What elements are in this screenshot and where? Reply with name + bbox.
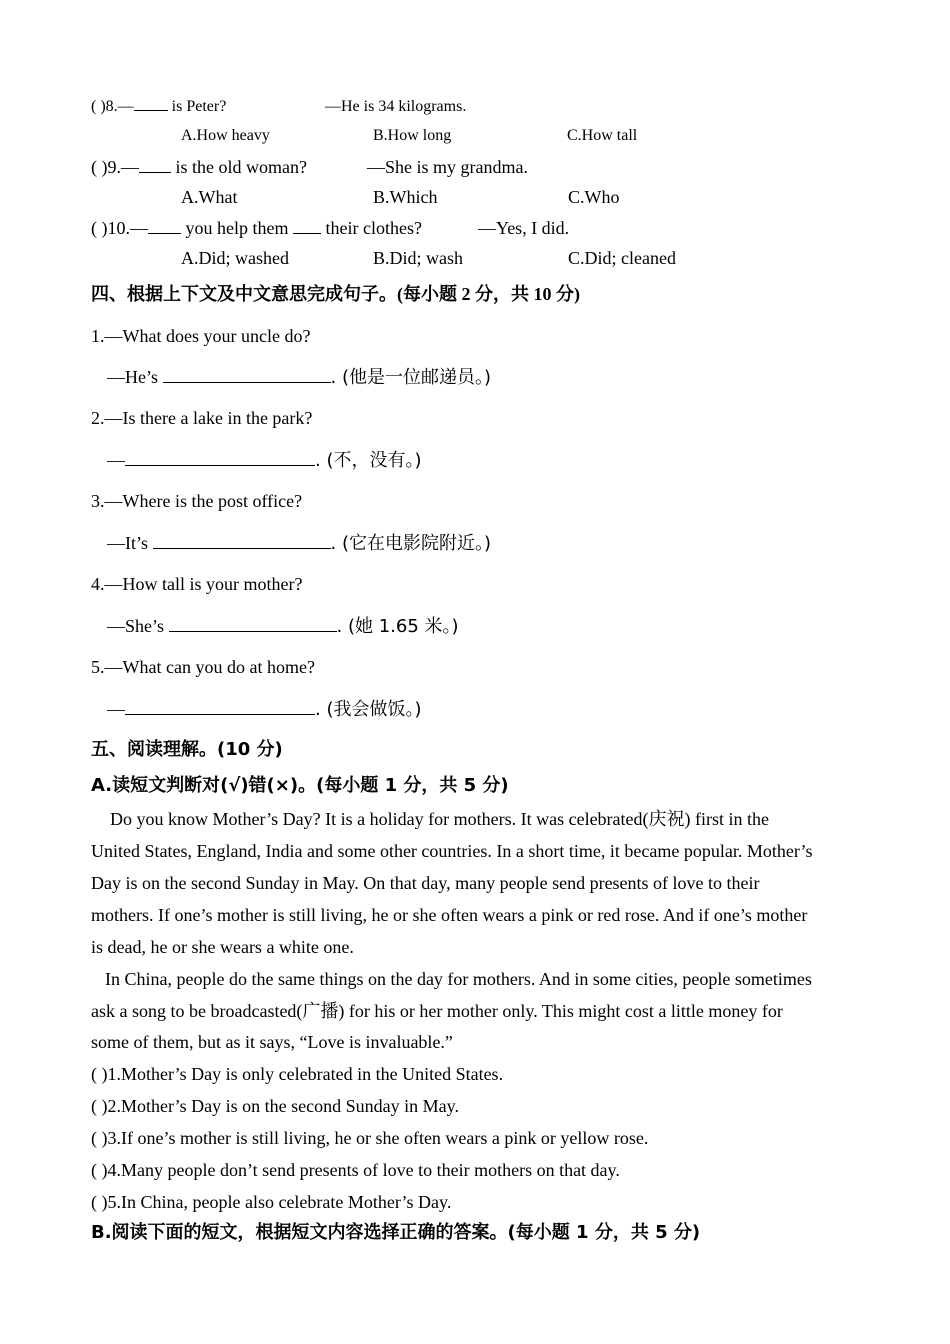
tf-question-2: ( )2.Mother’s Day is on the second Sunday in May. [91, 1096, 459, 1116]
q10-blank-1 [148, 232, 181, 234]
s4-item1-question: 1.—What does your uncle do? [91, 326, 311, 346]
s4-item2-answer [107, 451, 422, 470]
question-10 [91, 219, 422, 237]
s4-item5-blank [125, 713, 315, 715]
section5-heading: 五、阅读理解。(10 分) [91, 739, 283, 760]
s4-item1-prefix: —He’s [107, 367, 163, 387]
question-9 [91, 158, 307, 176]
q10-stem-mid: you help them [181, 218, 293, 238]
passage-line-7: ask a song to be broadcasted(广播) for his or her mother only. This might cost a little money for [91, 1001, 783, 1021]
tf-question-4: ( )4.Many people don’t send presents of love to their mothers on that day. [91, 1160, 620, 1180]
s4-item5-hint: . (我会做饭。) [315, 699, 422, 720]
s4-item2-prefix: — [107, 450, 125, 470]
s4-item1-answer [107, 368, 491, 387]
q8-blank [134, 109, 168, 111]
s4-item5-answer [107, 700, 422, 719]
section5-part-a-heading: A.读短文判断对(√)错(×)。(每小题 1 分，共 5 分) [91, 775, 509, 796]
s4-item2-blank [125, 464, 315, 466]
q8-option-c: C.How tall [567, 127, 638, 144]
q9-prefix: ( )9.— [91, 157, 139, 177]
s4-item3-hint: . (它在电影院附近。) [330, 533, 492, 554]
s4-item1-blank [163, 381, 331, 383]
s4-item4-prefix: —She’s [107, 616, 169, 636]
s4-item4-question: 4.—How tall is your mother? [91, 574, 303, 594]
q10-reply: —Yes, I did. [478, 218, 570, 238]
q9-option-a: A.What [181, 187, 238, 207]
passage-line-6: In China, people do the same things on the day for mothers. And in some cities, people sometimes [105, 969, 812, 989]
q10-prefix: ( )10.— [91, 218, 148, 238]
question-8 [91, 99, 226, 115]
s4-item2-hint: . (不，没有。) [315, 450, 422, 471]
q8-stem: is Peter? [167, 98, 227, 115]
tf-question-3: ( )3.If one’s mother is still living, he or she often wears a pink or yellow rose. [91, 1128, 649, 1148]
q10-blank-2 [293, 232, 321, 234]
s4-item3-blank [153, 547, 331, 549]
section4-heading-score: (每小题 2 分，共 10 分) [397, 284, 580, 304]
q9-blank [139, 171, 171, 173]
section4-heading-title: 四、根据上下文及中文意思完成句子。 [91, 284, 397, 305]
q8-reply: —He is 34 kilograms. [325, 98, 467, 115]
q9-reply: —She is my grandma. [367, 157, 528, 177]
s4-item2-question: 2.—Is there a lake in the park? [91, 408, 313, 428]
passage-line-1: Do you know Mother’s Day? It is a holiday for mothers. It was celebrated(庆祝) first in the [110, 809, 770, 829]
q10-stem-end: their clothes? [320, 218, 422, 238]
passage-line-4: mothers. If one’s mother is still living, he or she often wears a pink or red rose. And if one’s mother [91, 905, 808, 925]
q8-prefix: ( )8.— [91, 98, 134, 115]
s4-item3-question: 3.—Where is the post office? [91, 491, 303, 511]
s4-item5-question: 5.—What can you do at home? [91, 657, 315, 677]
tf-question-1: ( )1.Mother’s Day is only celebrated in the United States. [91, 1064, 504, 1084]
q9-option-b: B.Which [373, 187, 438, 207]
q9-stem: is the old woman? [171, 157, 307, 177]
s4-item4-hint: . (她 1.65 米。) [336, 616, 459, 637]
s4-item5-prefix: — [107, 699, 125, 719]
q10-option-c: C.Did; cleaned [568, 248, 676, 268]
s4-item3-answer [107, 534, 491, 553]
s4-item4-blank [169, 630, 337, 632]
s4-item3-prefix: —It’s [107, 533, 153, 553]
section5-part-b-heading: B.阅读下面的短文，根据短文内容选择正确的答案。(每小题 1 分，共 5 分) [91, 1222, 701, 1243]
q10-option-a: A.Did; washed [181, 248, 289, 268]
passage-line-3: Day is on the second Sunday in May. On that day, many people send presents of love to their [91, 873, 760, 893]
q10-option-b: B.Did; wash [373, 248, 463, 268]
passage-line-5: is dead, he or she wears a white one. [91, 937, 354, 957]
passage-line-8: some of them, but as it says, “Love is invaluable.” [91, 1032, 453, 1052]
q8-option-a: A.How heavy [181, 127, 270, 144]
q9-option-c: C.Who [568, 187, 620, 207]
tf-question-5: ( )5.In China, people also celebrate Mother’s Day. [91, 1192, 452, 1212]
passage-line-2: United States, England, India and some other countries. In a short time, it became popular. Mother’s [91, 841, 813, 861]
q8-option-b: B.How long [373, 127, 452, 144]
s4-item1-hint: . (他是一位邮递员。) [330, 367, 491, 388]
section4-heading [91, 285, 580, 304]
s4-item4-answer [107, 617, 459, 636]
